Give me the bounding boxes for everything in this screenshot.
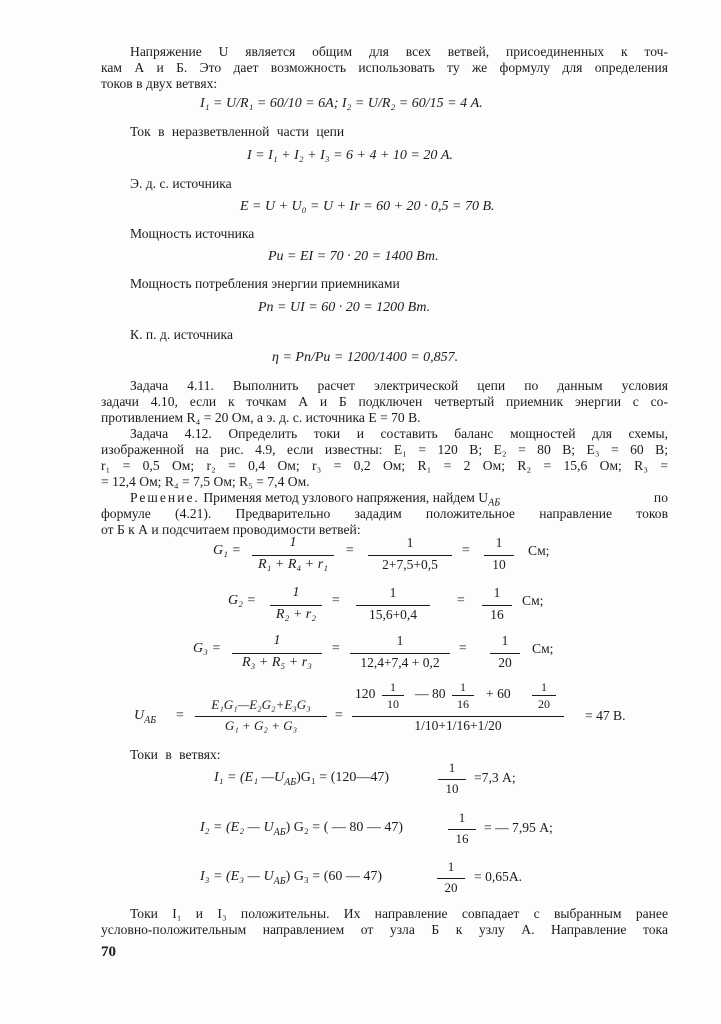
text-bottom-line-2: условно-положительным направлением от узла Б к узлу А. Направление тока (101, 922, 668, 937)
solution-label: Решение. (130, 490, 200, 505)
text-bottom-line-1: Токи I₁ и I₃ положительны. Их направление совпадает с выбранным ранее (130, 906, 668, 921)
label-efficiency: К. п. д. источника (130, 327, 233, 342)
task-4-11-line-2: задачи 4.10, если к точкам А и Б подключен четвертый приемник энергии с со- (101, 394, 668, 409)
label-consumer-power: Мощность потребления энергии приемниками (130, 276, 400, 291)
task-4-12-line-1: Задача 4.12. Определить токи и составить баланс мощностей для схемы, (130, 426, 668, 441)
page-number: 70 (101, 944, 116, 960)
solution-line-1: Решение. Применяя метод узлового напряжения, найдем $U_{АБ}$ по (130, 490, 668, 509)
task-4-12-line-3: r₁ = 0,5 Ом; r₂ = 0,4 Ом; r₃ = 0,2 Ом; R₁ = 2 Ом; R₂ = 15,6 Ом; R₃ = (101, 458, 668, 473)
solution-line-3: от Б к А и подсчитаем проводимости ветвей: (101, 522, 361, 537)
equation-efficiency: η = Pп/Pи = 1200/1400 = 0,857. (272, 350, 459, 365)
label-source-power: Мощность источника (130, 226, 255, 241)
text-top-line-3: токов в двух ветвях: (101, 76, 218, 91)
label-unbranched-current: Ток в неразветвленной части цепи (130, 124, 345, 139)
label-branch-currents: Токи в ветвях: (130, 747, 221, 762)
label-emf: Э. д. с. источника (130, 176, 232, 191)
equation-branch-currents: I₁ = U/R₁ = 60/10 = 6А; I₂ = U/R₂ = 60/15 = 4 А. (200, 96, 483, 111)
task-4-11-line-1: Задача 4.11. Выполнить расчет электрической цепи по данным условия (130, 378, 668, 393)
task-4-11-line-3: противлением R₄ = 20 Ом, а э. д. с. источника E = 70 В. (101, 410, 421, 425)
task-4-12-line-4: = 12,4 Ом; R₄ = 7,5 Ом; R₅ = 7,4 Ом. (101, 474, 310, 489)
equation-source-power: Pи = EI = 70 · 20 = 1400 Вт. (268, 249, 439, 264)
equation-total-current: I = I₁ + I₂ + I₃ = 6 + 4 + 10 = 20 А. (247, 148, 453, 163)
equation-consumer-power: Pп = UI = 60 · 20 = 1200 Вт. (258, 300, 431, 315)
task-4-12-line-2: изображенной на рис. 4.9, если известны: E₁ = 120 В; E₂ = 80 В; E₃ = 60 В; (101, 442, 668, 457)
text-top-line-1: Напряжение U является общим для всех ветвей, присоединенных к точ- (130, 44, 668, 59)
text-top-line-2: кам А и Б. Это дает возможность использовать ту же формулу для определения (101, 60, 668, 75)
book-page: Напряжение U является общим для всех ветвей, присоединенных к точ- кам А и Б. Это дает возможность использовать ту же формулу для определения токов в двух ветвях: I₁ = U/R₁ = 60/10 = 6А; I₂ = U/R₂ = 60/15 = 4 А. Ток в неразветвленной части цепи I = I₁ + I₂ + I₃ = 6 + 4 + 10 = 20 А. Э. д. с. источника E = U + U₀ = U + Ir = 60 + 20 · 0,5 = 70 В. Мощность источника Pи = EI = 70 · 20 = 1400 Вт. Мощность потребления энергии приемниками Pп = UI = 60 · 20 = 1200 Вт. К. п. д. источника η = Pп/Pи = 1200/1400 = 0,857. Задача 4.11. Выполнить расчет электрической цепи по данным условия задачи 4.10, если к точкам А и Б подключен четвертый приемник энергии с со- противлением R₄ = 20 Ом, а э. д. с. источника E = 70 В. Задача 4.12. Определить токи и составить баланс мощностей для схемы, изображенной на рис. 4.9, если известны: E₁ = 120 В; E₂ = 80 В; E₃ = 60 В; r₁ = 0,5 Ом; r₂ = 0,4 Ом; r₃ = 0,2 Ом; R₁ = 2 Ом; R₂ = 15,6 Ом; R₃ = = 12,4 Ом; R₄ = 7,5 Ом; R₅ = 7,4 Ом. Решение. Применяя метод узлового напряжения, найдем $U_{АБ}$ по формуле (4.21). Предварительно зададим положительное направление токов от Б к А и подсчитаем проводимости ветвей: G₁ = 1 R₁ + R₄ + r₁ = 1 2+7,5+0,5 = 1 10 См; G₂ = 1 R₂ + r₂ = 1 15,6+0,4 = 1 16 См; G₃ = 1 R₃ + R₅ + r₃ = 1 12,4+7,4 + 0,2 = 1 20 См; $U_{АБ}$ = E₁G₁—E₂G₂+E₃G₃ G₁ + G₂ + G₃ = 120 1 10 — 80 1 16 + 60 1 20 1/10+1/16+1/20 = 47 В. Токи в ветвях: I₁ = (E₁ $—U_{АБ})G_1$ = (120—47) 1 10 =7,3 А; I₂ = (E₂ — $U_{АБ}$) G₂ = ( — 80 — 47) 1 16 = — 7,95 А; I₃ = (E₃ — $U_{АБ}$) G₃ = (60 — 47) 1 20 = 0,65А. Токи I₁ и I₃ положительны. Их направление совпадает с выбранным ранее условно-положительным направлением от узла Б к узлу А. Направление тока 70 (101, 44, 668, 960)
solution-line-2: формуле (4.21). Предварительно зададим положительное направление токов (101, 506, 668, 521)
equation-emf: E = U + U₀ = U + Ir = 60 + 20 · 0,5 = 70 В. (240, 199, 495, 214)
